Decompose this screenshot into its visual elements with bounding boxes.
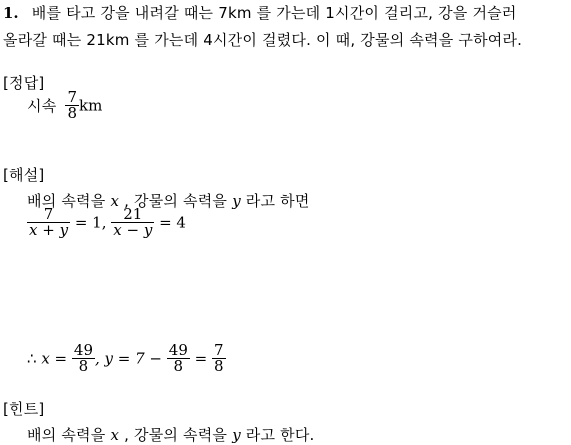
solution-header: [해설] [3, 166, 45, 184]
eq1-fraction-2 [111, 207, 154, 238]
result-equals: = [194, 349, 208, 368]
solution-var-y: y [232, 192, 241, 210]
hint-var-x: x [110, 426, 119, 444]
result-fraction-1-num: 49 [73, 341, 93, 359]
result-y: , y = 7 − [95, 349, 162, 368]
eq1-fraction-1-den: x + y [29, 221, 69, 239]
problem-text-line-2: 올라갈 때는 21km 를 가는데 4시간이 걸렸다. 이 때, 강물의 속력을 구하여라. [3, 31, 523, 49]
answer-prefix: 시속 [27, 97, 57, 115]
eq1-rhs-1: = 1, [74, 213, 107, 232]
hint-text-c: 라고 한다. [245, 426, 315, 444]
result-fraction-1-den: 8 [78, 357, 89, 375]
hint-var-y: y [232, 426, 241, 444]
result-fraction-3-den: 8 [214, 357, 224, 375]
result-fraction-2-num: 49 [168, 341, 188, 359]
therefore-symbol: ∴ [27, 349, 37, 368]
hint-text-b: , 강물의 속력을 [124, 426, 228, 444]
problem-line-1 [3, 2, 517, 23]
result-fraction-1 [72, 343, 95, 374]
result-fraction-2-den: 8 [173, 357, 184, 375]
solution-text-c: 라고 하면 [245, 192, 310, 210]
eq1-fraction-1 [27, 207, 70, 238]
result-x: x = [41, 349, 68, 368]
answer-unit: km [79, 96, 103, 115]
solution-var-x: x [110, 192, 119, 210]
solution-text-b: , 강물의 속력을 [124, 192, 228, 210]
eq1-fraction-1-num: 7 [27, 207, 70, 223]
result-fraction-3-num: 7 [214, 341, 224, 359]
solution-text-a: 배의 속력을 [27, 192, 106, 210]
answer-fraction [65, 90, 79, 121]
eq1-fraction-2-den: x − y [113, 221, 153, 239]
eq1-fraction-2-num: 21 [111, 207, 154, 223]
result-fraction-3 [212, 343, 226, 374]
answer-line [27, 90, 102, 121]
answer-fraction-denominator: 8 [67, 104, 78, 122]
answer-fraction-numerator: 7 [67, 88, 78, 106]
result-fraction-2 [167, 343, 190, 374]
problem-text-line-1: 배를 타고 강을 내려갈 때는 7km 를 가는데 1시간이 걸리고, 강을 거슬러 [31, 4, 517, 22]
hint-header: [힌트] [3, 400, 45, 418]
solution-equation-1 [27, 207, 186, 238]
hint-text-a: 배의 속력을 [27, 426, 106, 444]
eq1-rhs-2: = 4 [159, 213, 186, 232]
answer-header: [정답] [3, 74, 45, 92]
problem-number: 1. [3, 4, 19, 22]
solution-result [27, 343, 226, 374]
